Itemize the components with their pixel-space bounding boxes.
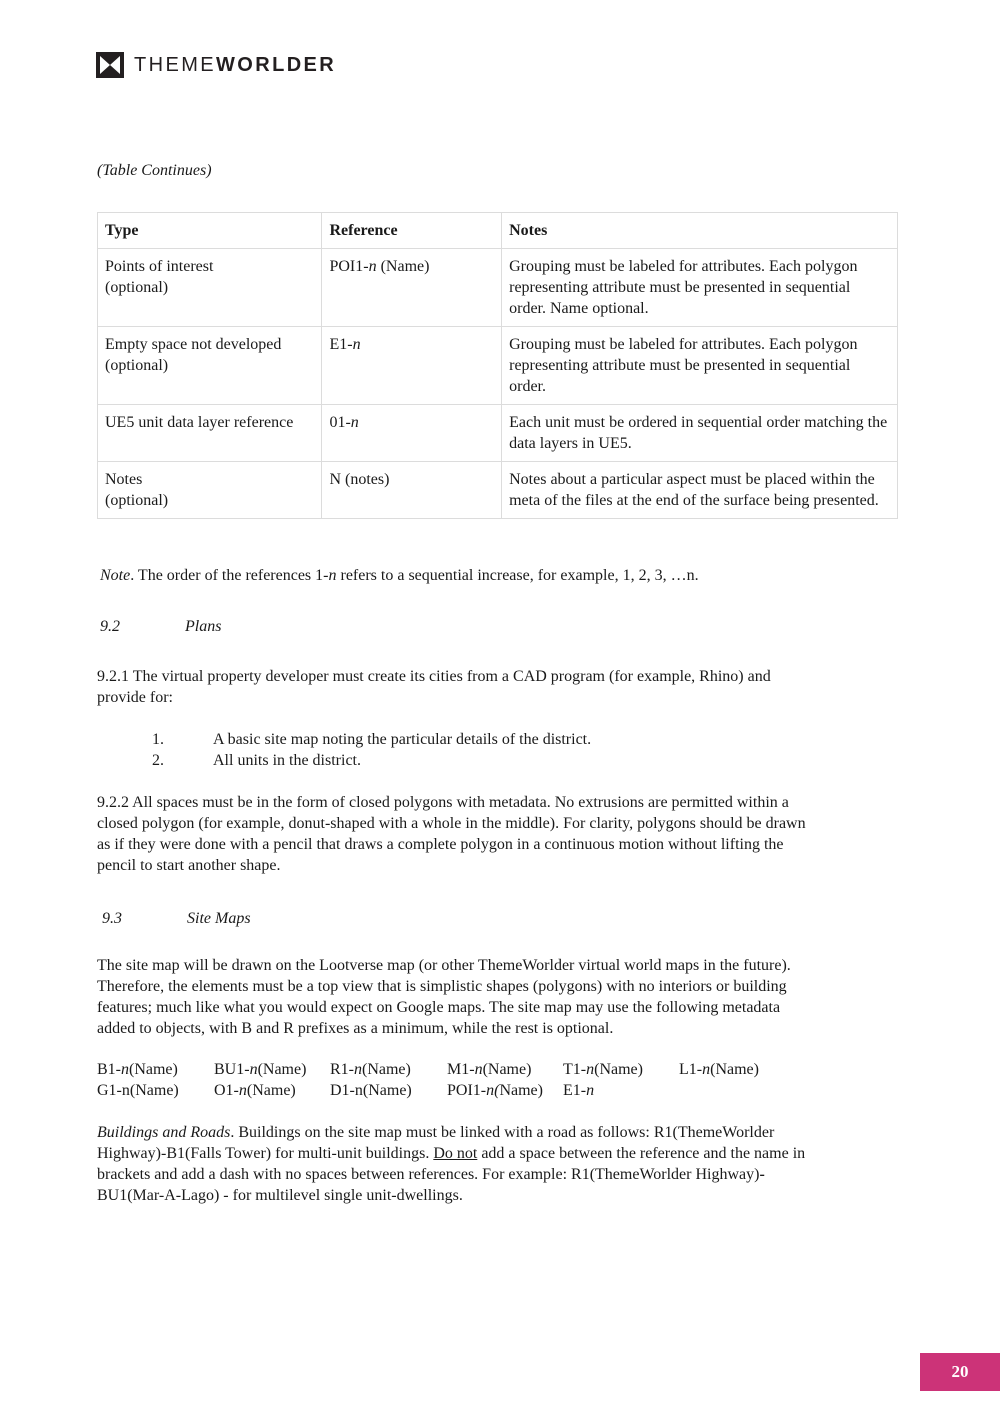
para-text: . Buildings on the site map must be linked with a road as follows: R1(ThemeWorlder: [230, 1124, 775, 1141]
type-optional: (optional): [105, 357, 169, 374]
meta-item: [563, 1059, 679, 1080]
meta-pre: POI1-: [447, 1082, 487, 1099]
meta-it: n: [702, 1061, 711, 1078]
notes-cell: Grouping must be labeled for attributes. Each polygon representing attribute must be presented in sequential order. Name optional.: [502, 249, 898, 327]
meta-item: [330, 1059, 447, 1080]
meta-item: [447, 1059, 563, 1080]
buildings-label: Buildings and Roads: [97, 1124, 231, 1141]
brand-logo: [96, 52, 336, 78]
ref-prefix: E1-: [329, 336, 353, 353]
ref-italic: n: [352, 336, 361, 353]
meta-item: [330, 1080, 447, 1101]
note-text: . The order of the references 1-: [130, 567, 329, 584]
meta-it: n(: [486, 1082, 500, 1099]
list-item: [152, 750, 591, 771]
reference-cell: [322, 249, 502, 327]
paragraph-9-2-2: [97, 792, 897, 876]
list-item: [152, 729, 591, 750]
reference-cell: [322, 327, 502, 405]
header-reference: Reference: [322, 213, 502, 249]
para-line: closed polygon (for example, donut-shaped with a whole in the middle). For clarity, polygons should be drawn: [97, 815, 806, 832]
para-line: pencil to start another shape.: [97, 857, 281, 874]
para-line: added to objects, with B and R prefixes as a minimum, while the rest is optional.: [97, 1020, 614, 1037]
type-line: Points of interest: [105, 258, 214, 275]
meta-pre: BU1-: [214, 1061, 250, 1078]
para-line: The site map will be drawn on the Lootverse map (or other ThemeWorlder virtual world maps in the future).: [97, 957, 791, 974]
paragraph-buildings-roads: [97, 1122, 897, 1206]
section-9-2-title: Plans: [185, 618, 222, 635]
meta-it: n: [238, 1082, 247, 1099]
ref-suffix: (Name): [376, 258, 430, 275]
meta-post: (Name): [246, 1082, 296, 1099]
reference-cell: N (notes): [322, 462, 502, 519]
meta-pre: T1-: [563, 1061, 587, 1078]
type-cell: [98, 249, 322, 327]
meta-it: n: [586, 1082, 595, 1099]
themeworlder-logo-icon: [96, 52, 124, 78]
ref-prefix: POI1-: [329, 258, 369, 275]
metadata-row-1: [97, 1059, 759, 1080]
table-row: [98, 249, 898, 327]
meta-post: (Name): [257, 1061, 307, 1078]
table-row: [98, 327, 898, 405]
meta-post: Name): [499, 1082, 543, 1099]
table-note: [100, 565, 699, 586]
section-9-3-number: 9.3: [102, 910, 122, 927]
meta-item: [97, 1059, 214, 1080]
note-rest: refers to a sequential increase, for example, 1, 2, 3, …n.: [336, 567, 699, 584]
page-number: 20: [920, 1353, 1000, 1391]
para-text: Highway)-B1(Falls Tower) for multi-unit buildings.: [97, 1145, 434, 1162]
meta-pre: D1-n(Name): [330, 1082, 412, 1099]
table-row: [98, 405, 898, 462]
meta-post: (Name): [710, 1061, 759, 1078]
para-line: Therefore, the elements must be a top view that is simplistic shapes (polygons) with no interiors or building: [97, 978, 787, 995]
para-line: [97, 1122, 897, 1143]
logo-wordmark: [134, 54, 336, 77]
meta-pre: M1-: [447, 1061, 475, 1078]
header-notes: Notes: [502, 213, 898, 249]
meta-post: (Name): [482, 1061, 532, 1078]
para-line: [97, 1164, 897, 1185]
meta-item: [97, 1080, 214, 1101]
meta-pre: G1-n(Name): [97, 1082, 179, 1099]
type-cell: [98, 327, 322, 405]
type-line: UE5 unit data layer reference: [105, 414, 294, 431]
list-number: 2.: [152, 752, 164, 769]
list-number: 1.: [152, 731, 164, 748]
meta-item: [447, 1080, 563, 1101]
meta-it: n: [249, 1061, 258, 1078]
meta-pre: R1-: [330, 1061, 354, 1078]
do-not-underlined: Do not: [433, 1145, 478, 1162]
list-text: A basic site map noting the particular details of the district.: [213, 731, 592, 748]
metadata-table: [97, 212, 898, 519]
para-text: brackets and add a dash with no spaces between references. For example: R1(ThemeWorlder Highway): [97, 1166, 760, 1183]
type-line: Notes: [105, 471, 143, 488]
section-9-2-number: 9.2: [100, 618, 120, 635]
header-type: Type: [98, 213, 322, 249]
para-line: [97, 1143, 897, 1164]
para-line: 9.2.1 The virtual property developer must create its cities from a CAD program (for example, Rhino) and: [97, 668, 771, 685]
paragraph-9-3: [97, 955, 897, 1039]
meta-pre: E1-: [563, 1082, 587, 1099]
type-optional: (optional): [105, 279, 169, 296]
ref-italic: n: [350, 414, 359, 431]
meta-post: (Name): [362, 1061, 411, 1078]
type-line: Empty space not developed: [105, 336, 282, 353]
section-9-3-title: Site Maps: [187, 910, 251, 927]
para-dash: -: [759, 1166, 765, 1183]
reference-cell: [322, 405, 502, 462]
meta-item: [563, 1080, 594, 1101]
para-line: features; much like what you would expect on Google maps. The site map may use the following metadata: [97, 999, 781, 1016]
metadata-prefix-list: [97, 1059, 759, 1101]
table-header-row: [98, 213, 898, 249]
notes-cell: Each unit must be ordered in sequential order matching the data layers in UE5.: [502, 405, 898, 462]
meta-it: n: [121, 1061, 129, 1078]
table-continues-caption: (Table Continues): [97, 162, 212, 179]
note-n: n: [328, 567, 337, 584]
type-cell: [98, 405, 322, 462]
para-line: 9.2.2 All spaces must be in the form of closed polygons with metadata. No extrusions are permitted within a: [97, 794, 789, 811]
paragraph-9-2-1: [97, 666, 897, 708]
para-line: provide for:: [97, 689, 173, 706]
meta-it: n: [474, 1061, 483, 1078]
meta-post: (Name): [129, 1061, 178, 1078]
meta-pre: B1-: [97, 1061, 121, 1078]
meta-item: [214, 1080, 330, 1101]
type-optional: (optional): [105, 492, 169, 509]
meta-pre: O1-: [214, 1082, 239, 1099]
logo-light: THEME: [134, 53, 216, 76]
note-label: Note: [100, 567, 131, 584]
notes-cell: Notes about a particular aspect must be placed within the meta of the files at the end of the surface being presented.: [502, 462, 898, 519]
notes-cell: Grouping must be labeled for attributes. Each polygon representing attribute must be presented in sequential order.: [502, 327, 898, 405]
type-cell: [98, 462, 322, 519]
para-line: as if they were done with a pencil that draws a complete polygon in a continuous motion without lifting the: [97, 836, 784, 853]
meta-it: n: [586, 1061, 595, 1078]
meta-item: [679, 1059, 759, 1080]
list-text: All units in the district.: [213, 752, 361, 769]
table-row: [98, 462, 898, 519]
meta-it: n: [354, 1061, 362, 1078]
logo-bold: WORLDER: [216, 53, 337, 76]
meta-item: [214, 1059, 330, 1080]
ref-prefix: 01-: [329, 414, 351, 431]
plans-list: [152, 729, 591, 771]
para-line: BU1(Mar-A-Lago) - for multilevel single unit-dwellings.: [97, 1187, 463, 1204]
ref-italic: n: [368, 258, 377, 275]
meta-pre: L1-: [679, 1061, 703, 1078]
meta-post: (Name): [594, 1061, 643, 1078]
para-text: add a space between the reference and the name in: [477, 1145, 806, 1162]
metadata-row-2: [97, 1080, 759, 1101]
